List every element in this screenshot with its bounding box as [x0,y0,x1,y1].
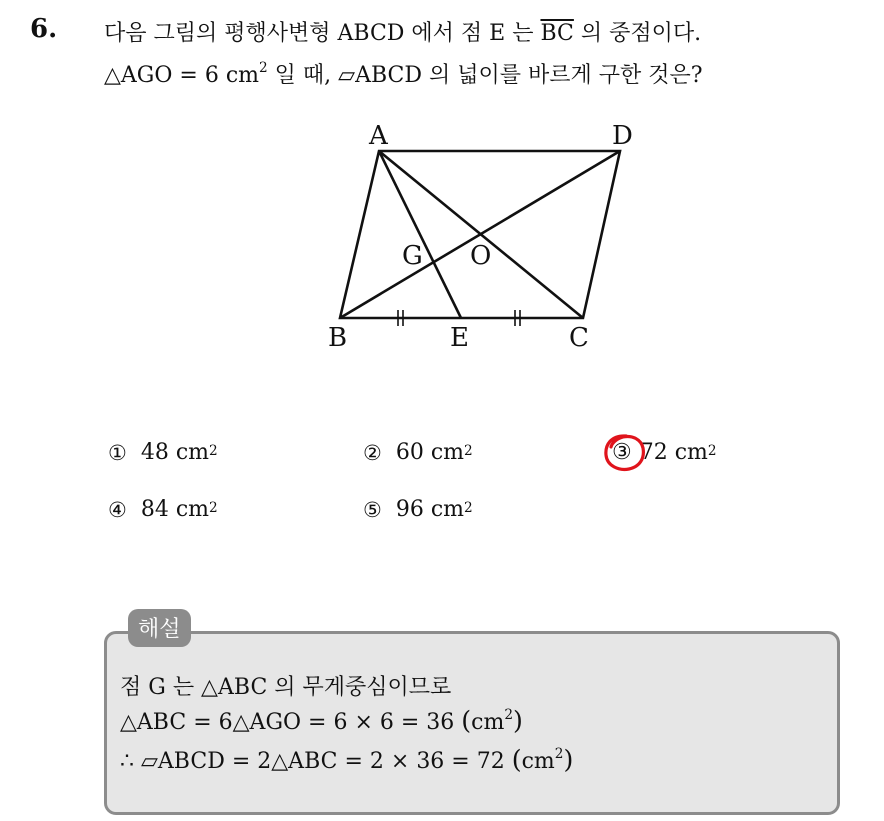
question-text-line2 [104,58,703,89]
explanation-line1: 점 G 는 △ABC 의 무게중심이므로 [120,675,452,700]
label-o: O [470,241,492,271]
choice-value: 84 cm [140,497,209,522]
question-text-part: △AGO = 6 cm [104,63,260,88]
choice-value: 72 cm [639,440,708,465]
choice-mark: ② [363,440,382,465]
choice-2[interactable]: ② 60 cm $^2$ [363,440,473,465]
parallelogram-figure [320,118,633,358]
choice-mark: ③ [612,440,632,465]
choice-5[interactable]: ⑤ 96 cm $^2$ [363,497,473,522]
explanation-line3 [120,745,573,774]
explanation-line2 [120,706,523,735]
unit: cm [471,710,505,735]
paren-close: ) [563,745,574,774]
unit: cm [521,749,555,774]
choice-4[interactable]: ④ 84 cm $^2$ [108,497,218,522]
label-g: G [402,241,423,271]
choice-1[interactable]: ① 48 cm $^2$ [108,440,218,465]
diagonal-bd [340,151,620,318]
question-text-part: 의 중점이다. [573,21,702,46]
choice-mark: ④ [108,497,127,522]
paren-open: ( [511,745,522,774]
question-text-part: 일 때, ▱ABCD 의 넓이를 바르게 구한 것은? [267,63,703,88]
choice-value: 60 cm [395,440,464,465]
question-text-line1 [104,16,701,47]
choice-value: 48 cm [140,440,209,465]
label-b: B [328,323,348,353]
choice-mark: ① [108,440,127,465]
choice-mark: ⑤ [363,497,382,522]
exponent: 2 [554,746,564,763]
question-text-part: 다음 그림의 평행사변형 ABCD 에서 점 E 는 [104,21,541,46]
paren-close: ) [513,706,523,735]
selected-choice-marker [612,440,632,465]
label-d: D [612,121,633,151]
question-number: 6. [30,14,58,44]
paren-open: ( [461,706,472,735]
choice-value: 96 cm [395,497,464,522]
explanation-text: ∴ ▱ABCD = 2△ABC = 2 × 36 = 72 [120,749,512,774]
median-ae [379,151,461,318]
label-c: C [569,323,589,353]
exponent: 2 [504,707,514,724]
choice-3[interactable]: ③ 72 cm $^2$ [612,440,717,465]
label-e: E [450,323,469,353]
red-circle-icon [601,431,649,475]
explanation-text: △ABC = 6△AGO = 6 × 6 = 36 [120,710,462,735]
segment-bc-overline: $\overline{BC}$ [540,21,574,46]
label-a: A [369,121,388,151]
exponent: 2 [259,60,268,77]
explanation-tag: 해설 [128,609,191,647]
